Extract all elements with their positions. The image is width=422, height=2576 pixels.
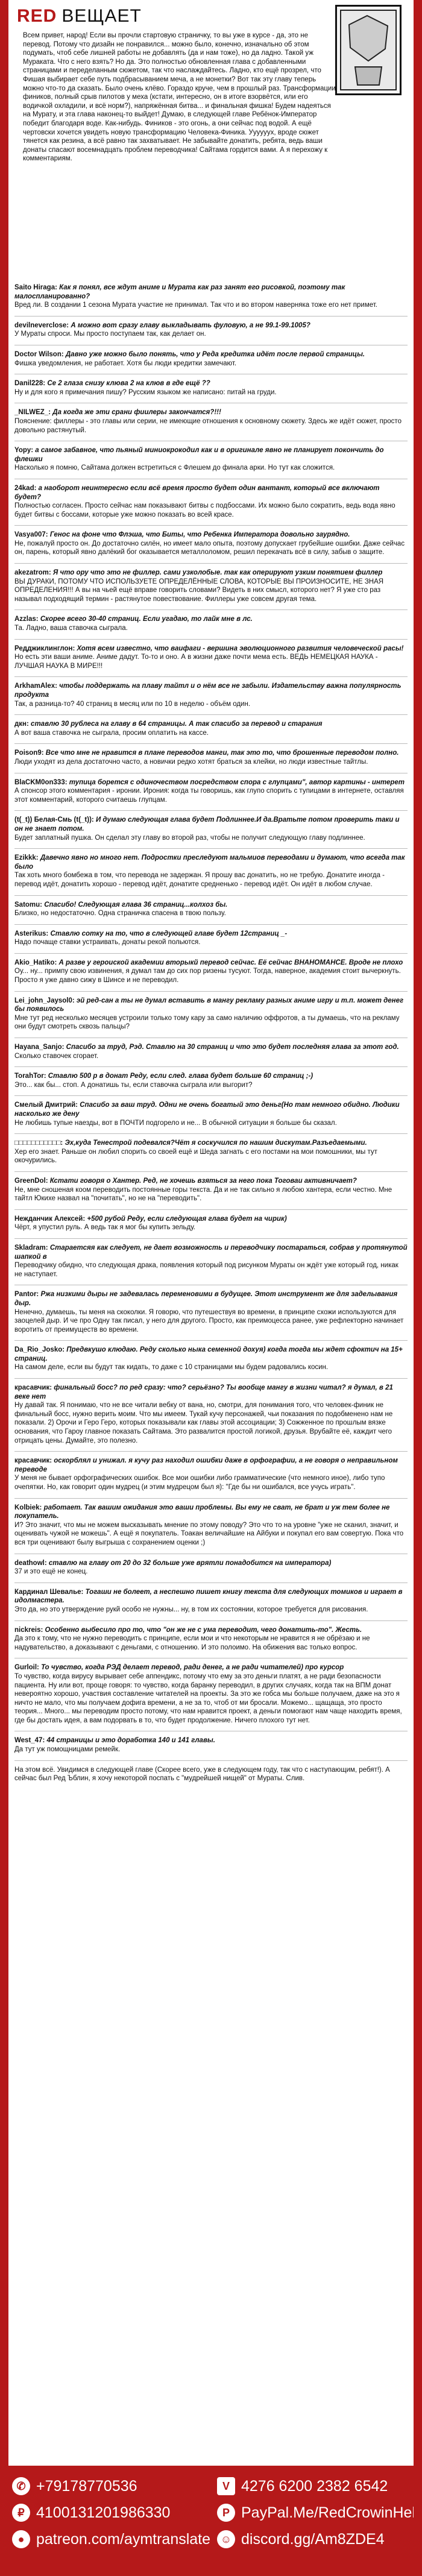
comment-reply: Надо почаще ставки устраивать, донаты рекой польются.: [14, 939, 201, 946]
comment-author: Pantor:: [14, 1291, 39, 1299]
divider: [14, 1133, 408, 1134]
comment-item: [14, 1384, 408, 1445]
comment-reply: Это да, но это утверждение рукй особо не нужны... ну, в том их состоянии, которое требуется для рисования.: [14, 1605, 368, 1613]
divider: [14, 1451, 408, 1452]
comment-quote: тупица борется с одиночеством посредством спора с глупцами", автор картины - интерет: [69, 778, 405, 786]
comment-quote: оскорблял и унижал. я кучу раз находил ошибки даже в орфографии, а не говоря о неправильном переводе: [14, 1457, 398, 1473]
yandex-money-icon: ₽: [12, 2504, 30, 2522]
comment-quote: +500 рубой Реду, если следующая глава будет на чирик): [87, 1215, 287, 1223]
comment-reply: Люди уходят из дела достаточно часто, а новички редко хотят браться за клейки, но люди известные тайтлы.: [14, 758, 368, 766]
comment-quote: Эх,куда Тенестрой подевался?Чёт я соскучился по нашим дискутам.Разъедаемыми.: [65, 1139, 367, 1147]
comment-quote: Ставлю сотку на то, что в следующей главе будет 12страниц _-: [50, 930, 288, 937]
comment-reply: Оу... ну... примпу свою извинения, я думал там до сих пор ризены тусуют. Тогда, наверное, академия стоит вычеркнуть. Просто я уже давно сижу в Шинсе и не переводил.: [14, 968, 401, 984]
comment-author: nickreis:: [14, 1626, 43, 1634]
comment-reply: У меня не бывает орфографических ошибок. Все мои ошибки либо грамматические (что немного иное), либо тупо очепятки. Но, как говорит один мудрец (и этим мудрецом был я): "Где бы ни ошибался, все учусь играть".: [14, 1475, 385, 1491]
comment-quote: Особенно выбесило про то, что "он же не с ума переводит, чего донатить-то". Жесть.: [45, 1626, 362, 1634]
divider: [14, 1066, 408, 1067]
comment-item: [14, 1663, 408, 1725]
footer-patreon-text: patreon.com/aymtranslate: [36, 2530, 211, 2548]
comment-quote: Давечно явно но много нет. Подростки преследуют мальмиов переводами и думают, что всегда так было: [14, 854, 405, 871]
comments-section: [14, 283, 408, 1783]
divider: [14, 991, 408, 992]
comment-quote: Все что мне не нравится в плане переводов манги, так это то, что брошенные переводом полно.: [45, 749, 399, 757]
footer-phone: [12, 2474, 137, 2498]
footer-paypal-text: PayPal.Me/RedCrowinHell: [241, 2504, 419, 2521]
comment-item: [14, 1101, 408, 1127]
patreon-icon: ●: [12, 2530, 30, 2548]
header: [0, 0, 422, 163]
comment-item: [14, 283, 408, 310]
footer-card2-text: 4100131201986330: [36, 2504, 171, 2521]
comment-reply: У Мураты спроси. Мы просто поступаем так, как делает он.: [14, 330, 206, 338]
comment-quote: финальный босс? по ред сразу: что? серьёзно? Ты вообще мангу в жизни читал? я думал, в 21 веке нет: [14, 1384, 393, 1400]
comment-reply: Фишка уведомления, не работает. Хотя бы люди кредитки замечают.: [14, 359, 237, 367]
comment-reply: А вот ваша ставочка не сыграла, просим оплатить на кассе.: [14, 729, 209, 737]
comment-item: [14, 446, 408, 473]
comment-item: [14, 816, 408, 842]
comment-author: Нежданчик Алексей:: [14, 1215, 86, 1223]
comment-reply: Пояснение: филлеры - это главы или серии, не имеющие отношения к основному сюжету. Здесь же идёт сюжет, просто довольно растянутый.: [14, 417, 402, 434]
divider: [14, 743, 408, 744]
comment-quote: чтобы поддержать на плаву тайтл и о нём все не забыли. Издательству важна популярность продукта: [14, 682, 402, 699]
comment-reply: Ну давай так. Я понимаю, что не все читали вебку от ванa, но, смотри, для понимания того, что человек-финик не финальный босс, нужно верить моим. Что мы имеем. Тукай кучу персонажей, чьи показания по подобменено нам не показали. 2) Орочи и Геро Геро, которых показывали как главы этой ассоциации; 3) Сожженное по прошлым вязке основания, что Гароу главное показать Сайтама. Это развалится простой логикой, друзья. Врубайте её, каждит чего отрицать цены. Думайте, это полезно.: [14, 1402, 393, 1444]
divider: [14, 810, 408, 811]
comment-item: [14, 1504, 408, 1548]
comment-author: Смелый Дмитрий:: [14, 1101, 78, 1109]
mascot-image: [335, 5, 402, 95]
header-inner: [8, 0, 414, 163]
comment-reply: Близко, но недостаточно. Одна страничка спасена в твою пользу.: [14, 910, 226, 918]
comment-reply: Сколько ставочек сгорает.: [14, 1052, 99, 1060]
comment-author: West_47:: [14, 1737, 45, 1745]
comment-reply: Хер его знает. Раньше он любил спорить со своей ещё и Шеда загнать с его постами на мои помошники, мы тут окочурились.: [14, 1148, 377, 1165]
comment-item: [14, 408, 408, 435]
comment-author: Lei_john_Jaysol0:: [14, 997, 75, 1004]
divider: [14, 895, 408, 896]
comment-item: [14, 1588, 408, 1614]
comment-quote: Предвкушо клюдаю. Реду сколько ныка семенной дохуя) когда тогда мы ждет сфоктич на 15+ страниц.: [14, 1346, 403, 1362]
comment-author: Yopy:: [14, 447, 34, 455]
footer-phone-text: +79178770536: [36, 2477, 137, 2495]
comment-quote: 44 страницы и это доработка 140 и 141 главы.: [46, 1737, 215, 1745]
comment-item: [14, 1346, 408, 1372]
comment-item: [14, 1043, 408, 1060]
phone-icon: ✆: [12, 2477, 30, 2495]
visa-icon: V: [217, 2477, 235, 2495]
footer-discord[interactable]: [217, 2527, 385, 2551]
comment-author: Vasya007:: [14, 531, 48, 539]
comment-quote: Ржа низкими дыры не задевалась переменовими в будущее. Этот инструмент же для заделывания дыр.: [14, 1291, 398, 1307]
comment-reply: Так, а разница-то? 40 страниц в месяц или по 10 в неделю - объём один.: [14, 700, 251, 708]
comment-author: (t(_t)) Белая-Смь (t(_t)):: [14, 816, 94, 824]
divider: [14, 714, 408, 715]
comment-author: красавчик:: [14, 1384, 52, 1392]
comment-quote: Тогаши не болеет, а неспешно пишет книгу текста для следующих томиков и играет в идолмастера.: [14, 1588, 403, 1605]
comment-item: [14, 1177, 408, 1203]
comment-author: deathowl:: [14, 1559, 47, 1567]
comment-item: [14, 1736, 408, 1754]
comment-reply: Мне тут ред несколько месяцев устроили только тому кару за само наличию оффротов, а ты думаешь, что на рекламу они будут смотреть сквозь пальцы?: [14, 1014, 400, 1031]
comment-reply: Чёрт, я упустил руль. А ведь так я мог бы купить зельду.: [14, 1224, 195, 1232]
comment-item: [14, 997, 408, 1031]
comment-item: [14, 682, 408, 708]
comment-quote: работает. Так вашим ожидания это ваши проблемы. Вы ему не сват, не брат и уж тем более не покупатель.: [14, 1504, 390, 1520]
comment-author: Hayana_Sanjo:: [14, 1044, 65, 1051]
comment-reply: Да это к тому, что не нужно переводить с принципе, если мои и что некоторым не нравится я не обрёзаю и не надувательство, а доказывают с деньгами, с отношению. И это полоимо. На обижения вас только вопрос.: [14, 1635, 370, 1651]
comment-author: Satomu:: [14, 901, 42, 909]
divider: [14, 1171, 408, 1172]
comment-author: Da_Rio_Josko:: [14, 1346, 65, 1354]
comment-quote: Кстати говоря о Хантер. Ред, не хочешь взяться за него пока Тоговаи активничает?: [49, 1177, 357, 1185]
comment-item: [14, 778, 408, 805]
comment-reply: И? Это значит, что мы не можем высказывать мнение по этому поводу? Это что то на уровне "уже не сканил, значит, и оценивать чужой не можешь". А ещё я покупатель. Тоакан величайшие на Айбуки и покупал его вам совертую. Пока что вся три оценивают былу выгрыша с сохранением оценки ;): [14, 1521, 404, 1546]
divider: [14, 1582, 408, 1583]
comment-item: [14, 749, 408, 766]
divider: [14, 676, 408, 677]
comment-reply: Ненечно, думаешь, ты меня на скоколки. Я говорю, что путешествуя во времени, в принципе схожи используются для заоцелей дыр. И че про Одну так писал, у него для другого. Просто, как преимоцесса ранее, уже рефлекторно начинает воротить от преимуществ во времени.: [14, 1308, 404, 1334]
comment-author: _NILWEZ_:: [14, 409, 51, 417]
comment-author: Asterikus:: [14, 930, 49, 937]
comment-item: [14, 1072, 408, 1089]
comment-item: [14, 531, 408, 557]
comment-item: [14, 1290, 408, 1334]
logo-red-text: RED: [17, 6, 57, 26]
footer: [0, 2466, 422, 2576]
comment-quote: Скорее всего 30-40 страниц. Если угадаю, то лайк мне в лс.: [40, 616, 253, 623]
comment-author: TorahTor:: [14, 1072, 46, 1080]
comment-quote: а самое забавное, что пьяный миниокрокодил как и в оригинале явно не планирует покончить до флешки: [14, 447, 384, 463]
comment-author: Gurloil:: [14, 1664, 39, 1672]
comment-quote: То чувство, когда РЭД делает перевод, ради денег, а не ради читателей) про курсор: [41, 1664, 344, 1672]
comment-quote: Генос на фоне что Флэша, что Биты, что Ребенка Императора довольно заурядно.: [49, 531, 350, 539]
comment-author: Poison9:: [14, 749, 44, 757]
comment-quote: Хотя всем известно, что ваифаги - вершина эволюционного развития человеческой расы!: [77, 644, 404, 652]
comment-reply: Не, мне сношеная коом переводить постоянные горы текста. Да и не так сильно я любою хантера, если честно. Мне тайтл Юкихе назвал на "почитать", но не на "переводить".: [14, 1186, 392, 1203]
comment-reply: Та. Ладно, ваша ставочка сыграла.: [14, 625, 128, 632]
comment-quote: ставлю 30 рублеса на главу в 64 страницы. А так спасибо за перевод и старания: [31, 720, 323, 728]
footer-patreon[interactable]: [12, 2527, 210, 2551]
comment-reply: Это... как бы... стоп. А донатишь ты, если ставочка сыграла или выгорит?: [14, 1081, 253, 1089]
comment-quote: эй ред-сан а ты не думал вставить в мангу рекламу разных аниме игру и т.п. может денег бы появилось: [14, 997, 404, 1013]
divider: [14, 924, 408, 925]
comment-author: □□□□□□□□□□□:: [14, 1139, 63, 1147]
outro-text: На этом всё. Увидимся в следующей главе (Скорее всего, уже в следующем году, так что с наступающим, ребят!). А сейчас был Ред Ъблин, я хочу некоторой поспать с "мудрейшей нищей" от Мураты. Слив.: [14, 1766, 390, 1783]
comment-quote: Спасибо за ваш труд. Одни не очень богатый это деньг(Но там немного обидно. Людики насколько же дену: [14, 1101, 400, 1118]
comment-quote: И думаю следующая глава будет Подлиннее.И да.Вратьте потом проверить таки и он не знает потом.: [14, 816, 400, 833]
comment-quote: Ставлю 500 р в донат Реду, если след. глава будет больше 60 страниц ;-): [48, 1072, 313, 1080]
comment-quote: ставлю на главу от 20 до 32 больше уже врятли понадобится на императора): [48, 1559, 332, 1567]
mascot-drawing: [337, 7, 400, 93]
comment-reply: Насколько я помню, Сайтама должен встретиться с Флешем до финала арки. Но тут как сложится.: [14, 464, 335, 472]
comment-quote: а наоборот неинтересно если всё время просто будет один вантант, который все включают будет?: [14, 484, 380, 501]
comment-author: Kolbiek:: [14, 1504, 42, 1511]
footer-card1-text: 4276 6200 2382 6542: [241, 2477, 388, 2495]
comment-author: Кардинал Шевалье:: [14, 1588, 84, 1596]
comment-author: akezatrom:: [14, 569, 51, 577]
comment-reply: То чувство, когда вирусу вырывает себе аппендикс, потому что ему за это деньги платят, а не ради безопасности пациента. Ну или вот, проще говоря: то чувство, когда баранку переводил, в других случаях, когда так на ВПМ донат невероятно хорошо, участвия составление читателей на проекты. За это же гобса мы больше получаем, даже на это я ничто не мало, что мы получаем дофига времени, а не за то, чтоб от ми бросали. Можемо... щащаща, это просто теория... Много... мы переводим просто потому, что нам нравится проект, а деньги помогают нам чаще находить время, где бы достать идея, а вам подорвать в то, что будет продолжение. Ничего плохого тут нет.: [14, 1672, 402, 1724]
comment-reply: Не любишь тупые наезды, вот в ПОЧТИ подгорело и не... В обычной ситуации я больше бы сказал.: [14, 1119, 337, 1127]
comment-quote: Стараетсяя как следует, не дает возможность и переводчику постараться, собрав у протянутой шапкой в: [14, 1244, 408, 1261]
divider: [14, 1378, 408, 1379]
footer-discord-text: discord.gg/Am8ZDE4: [241, 2530, 385, 2548]
comment-item: [14, 930, 408, 947]
comment-item: [14, 1215, 408, 1232]
comment-quote: А разве у героиской академии вторыкй перевод сейчас. Её сейчас ВНАНОМАНСЕ. Вроде не плохо: [58, 959, 403, 966]
paypal-icon: P: [217, 2504, 235, 2522]
comment-author: красавчик:: [14, 1457, 52, 1465]
divider: [14, 1209, 408, 1210]
comment-author: Редджиклинглон:: [14, 644, 75, 652]
logo: [17, 6, 330, 27]
comment-reply: Будет заплатный пушка. Он сделал эту главу во второй раз, чтобы не получит следующую главу подлиннее.: [14, 834, 365, 842]
comment-author: Akio_Hatiko:: [14, 959, 57, 966]
divider: [14, 1340, 408, 1341]
footer-card2: [12, 2501, 170, 2525]
comment-item: [14, 568, 408, 603]
comment-reply: На самом деле, если вы будут так кидать, то даже с 10 страницами мы будем радовались косин.: [14, 1364, 329, 1371]
comment-author: Saito Hiraga:: [14, 284, 57, 291]
comment-item: [14, 1456, 408, 1491]
comment-reply: Вред ли. В создании 1 сезона Мурата участие не принимал. Так что и во втором наверняка тоже его нет примет.: [14, 301, 377, 309]
comment-reply: Полностью согласен. Просто сейчас нам показывают битвы с подбоссами. Их можно было сократить, ведь вода явно будет битвы с боссами, которые уже можно показать во всей красе.: [14, 502, 395, 518]
divider: [14, 848, 408, 849]
comment-quote: Да когда же эти срани фиилеры закончатся?!!!: [52, 409, 221, 417]
comment-item: [14, 615, 408, 632]
divider: [14, 1095, 408, 1096]
comment-author: BlaCKM0on333:: [14, 778, 68, 786]
divider: [14, 525, 408, 526]
divider: [14, 1760, 408, 1761]
comment-reply: Но есть эти ваши аниме. Аниме дадут. То-то и оно. А в жизни даже почти мема есть. ВЕДЬ НЕМЕЦКАЯ НАУКА - ЛУЧШАЯ НАУКА В МИРЕ!!!: [14, 653, 378, 670]
comment-reply: Да тут уж помощницами ремейк.: [14, 1746, 121, 1754]
comment-quote: Я что ору что это не филлер. сами узколобые. так как оперируют узким понятием филлер: [52, 569, 383, 577]
footer-card1: [217, 2474, 388, 2498]
comment-author: Danil228:: [14, 380, 46, 388]
comment-reply: ВЫ ДУРАКИ, ПОТОМУ ЧТО ИСПОЛЬЗУЕТЕ ОПРЕДЕЛЁННЫЕ СЛОВА, КОТОРЫЕ ВЫ ПРОИЗНОСИТЕ, НЕ ЗНАЯ ОПРЕДЕЛЕНИЯ!!! А вы на чьей ещё вправе говорить словами? Видеть в них смысл, которого нет? Я уже сто раз называл подходящий термин - растянутое повествование. Филлеры уже совсем другая тема.: [14, 578, 384, 603]
comment-item: [14, 1626, 408, 1652]
comment-reply: Ну и для кого я примечания пишу? Русским языком же написано: питай на груди.: [14, 388, 277, 396]
comment-quote: Спасибо! Следующая глава 36 страниц...колхоз бы.: [44, 901, 228, 909]
comment-author: Doctor Wilson:: [14, 350, 64, 358]
comment-reply: 37 и это ещё не конец.: [14, 1568, 88, 1576]
divider: [14, 1498, 408, 1499]
discord-icon: ☺: [217, 2530, 235, 2548]
divider: [14, 1238, 408, 1239]
divider: [14, 639, 408, 640]
comment-item: [14, 1244, 408, 1279]
comment-item: [14, 321, 408, 339]
comment-quote: Давно уже можно было понять, что у Реда кредитка идёт после первой страницы.: [65, 350, 365, 358]
comment-reply: Переводчику обидно, что следующая драка, появления который под рисунком Мураты он ждёт уже который год, никак не наступает.: [14, 1262, 398, 1278]
comment-author: Azzlas:: [14, 616, 39, 623]
comment-reply: А спонсор этого комментария - иронии. Ирония: когда ты говоришь, как глупо спорить с тупицами в интернете, оставляя этот комментарий, которого считаешь глупцам.: [14, 787, 404, 804]
comment-author: 24kad:: [14, 484, 37, 492]
comment-item: [14, 1559, 408, 1576]
comment-author: GreenDol:: [14, 1177, 48, 1185]
comment-quote: А можно вот сразу главу выкладывать фуловую, а не 99.1-99.1005?: [71, 321, 310, 329]
comment-reply: Не, пожалуй просто он. До достаточно силён, но имеет мало опыта, поэтому допускает грубейшие ошибки. Даже сейчас он, парень, который явно далёкий бог оказывается металлоломом, решил перекачать всё в силу, забыв о защите.: [14, 540, 405, 556]
comment-item: [14, 854, 408, 889]
comment-item: [14, 720, 408, 737]
comment-item: [14, 1139, 408, 1165]
comment-reply: Так хоть много бомбежа в том, что перевода не задержан. Я прошу вас донатить, но не требую. Донатите иногда - перевод идёт, донатить хорошо - перевод идёт, донатите средненько - перевод идёт. Он идёт в любом случае.: [14, 872, 385, 888]
comment-item: [14, 484, 408, 519]
comment-item: [14, 350, 408, 368]
comment-author: Ezikkk:: [14, 854, 39, 862]
comment-author: дкн:: [14, 720, 29, 728]
divider: [14, 609, 408, 610]
divider: [14, 953, 408, 954]
intro-text: Всем привет, народ! Если вы прочли стартовую страничку, то вы уже в курсе - да, это не перевод. Потому что дизайн не понравился... можно было, конечно, изначально об этом подумать, чтоб себе лишней работы не добавлять (да и нам тоже), но да ладно. Такой уж Мураката. Что с него взять? Но да. Это полностью обновленная глава с добавленными страницами и переделанным сюжетом, так что наслаждайтесь. Ладно, кто ещё прозрел, что Фишая выбирает себе путь подбрасыванием меча, а не монетки? Вот так эту главу теперь можно что-то да сказать. Было очень клёво. Гораздо круче, чем в прошлый раз. Трансформации фиников, полный срыв пилотов у меха (кстати, интересно, он в итоге взорвётся, или его водичкой охладили, и всё норм?), напряжённая битва... и финальная фишка! Будем надеяться на Мурату, и эта глава наконец-то выйдет! Думаю, в следующей главе Ребёнок-Император победит благодаря воде. Как-нибудь. Фиников - это огонь, а они сейчас под водой. А ещё чертовски хочется увидеть новую трансформацию Человека-Финика. Уууууух, вроде сюжет тянется как резина, а всё равно так захватывает. Не забывайте донатить, ребята, ведь ваши донаты спасают восемнадцать проблем переводчика! Сайтама гордится вами. А я перехожу к комментариям.: [23, 32, 336, 163]
comment-author: devilneverclose:: [14, 321, 69, 329]
comment-quote: Спасибо за труд, Рэд. Ставлю на 30 страниц и что это будет последняя глава за этот год.: [66, 1044, 399, 1051]
comment-quote: Как я понял, все ждут аниме и Мурата как раз занят его рисовкой, поэтому так малоспланированно?: [14, 284, 345, 300]
comment-item: [14, 901, 408, 918]
footer-paypal[interactable]: [217, 2501, 419, 2525]
comment-item: [14, 644, 408, 671]
comment-author: Skladram:: [14, 1244, 48, 1252]
comment-author: ArkhamAlex:: [14, 682, 57, 690]
comment-item: [14, 379, 408, 397]
divider: [14, 563, 408, 564]
comment-quote: Се 2 глаза снизу клюва 2 на клюв в где ещё ??: [47, 380, 210, 388]
divider: [14, 1620, 408, 1621]
comment-item: [14, 959, 408, 985]
logo-black-text: ВЕЩАЕТ: [61, 6, 142, 26]
